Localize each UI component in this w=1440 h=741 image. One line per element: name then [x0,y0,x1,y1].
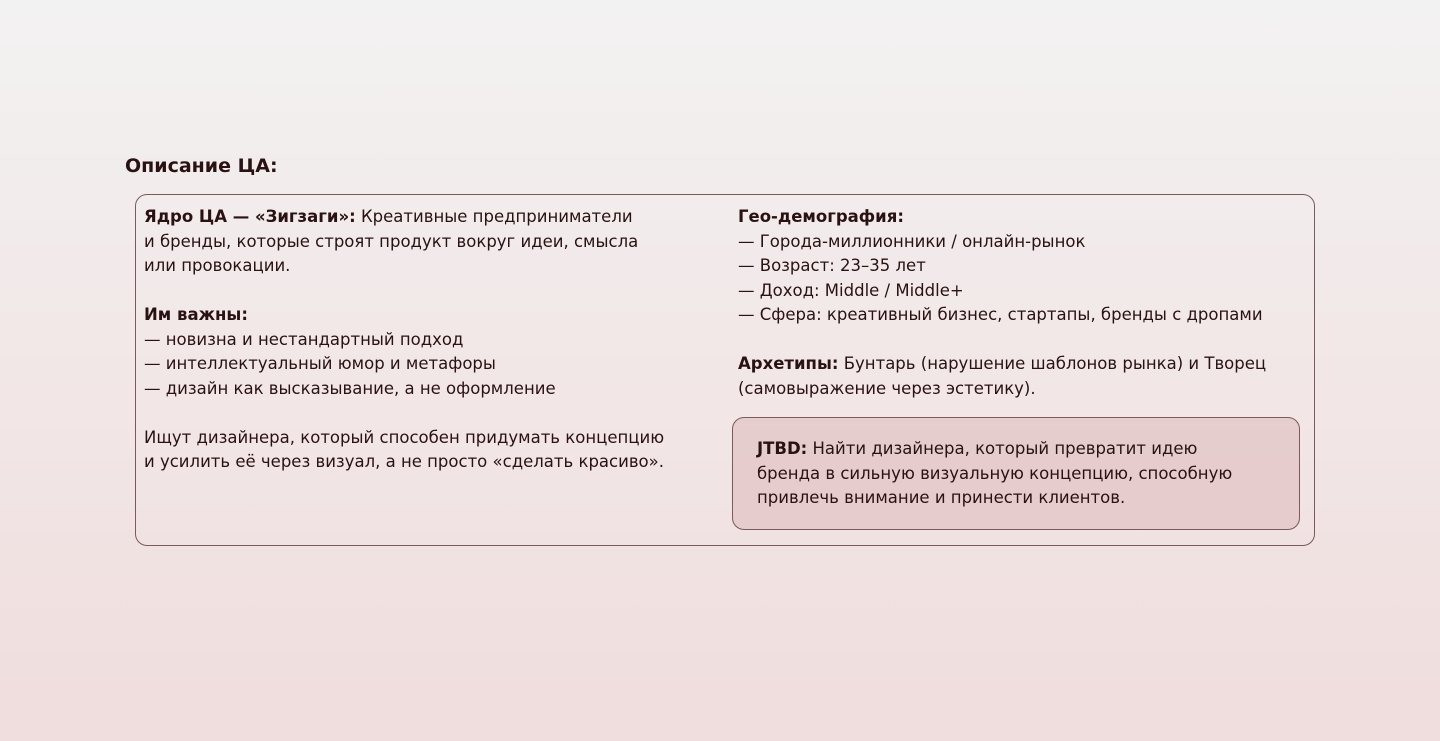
core-paragraph [144,205,714,230]
archetypes-paragraph [738,352,1308,377]
geo-heading [738,205,1308,230]
jtbd-line-1: Найти дизайнера, который превратит идею [807,439,1198,458]
jtbd-line-2: бренда в сильную визуальную концепцию, способную [757,463,1233,483]
list-item: — интеллектуальный юмор и метафоры [144,354,496,373]
list-item: — Возраст: 23–35 лет [738,256,926,275]
core-line-2: и бренды, которые строят продукт вокруг идеи, смысла [144,231,639,251]
core-line-1: Креативные предприниматели [355,207,633,226]
archetypes-line-1: Бунтарь (нарушение шаблонов рынка) и Творец [838,354,1267,373]
left-column [144,205,714,475]
archetypes-label: Архетипы: [738,354,839,373]
important-heading [144,303,714,328]
archetypes-line-2: (самовыражение через эстетику). [738,378,1036,398]
geo-list [738,230,1308,328]
section-title: Описание ЦА: [125,155,278,177]
core-label: Ядро ЦА — «Зигзаги»: [144,207,356,226]
important-list [144,328,714,402]
core-line-3: или провокации. [144,256,291,275]
important-label: Им важны: [144,305,248,324]
list-item: — дизайн как высказывание, а не оформление [144,378,556,398]
audience-card [135,194,1315,546]
jtbd-paragraph [757,437,1299,462]
spacer [738,328,1308,353]
list-item: — Сфера: креативный бизнес, стартапы, бренды с дропами [738,305,1263,324]
jtbd-box [732,417,1300,530]
geo-label: Гео-демография: [738,207,904,226]
spacer [144,401,714,426]
right-column [738,205,1308,401]
list-item: — Доход: Middle / Middle+ [738,280,964,300]
search-line-2: и усилить её через визуал, а не просто «сделать красиво». [144,452,664,471]
list-item: — новизна и нестандартный подход [144,329,464,349]
search-line-1: Ищут дизайнера, который способен придумать концепцию [144,427,665,447]
list-item: — Города-миллионники / онлайн-рынок [738,231,1086,251]
spacer [144,279,714,304]
jtbd-line-3: привлечь внимание и принести клиентов. [757,488,1126,507]
jtbd-label: JTBD: [757,439,808,458]
